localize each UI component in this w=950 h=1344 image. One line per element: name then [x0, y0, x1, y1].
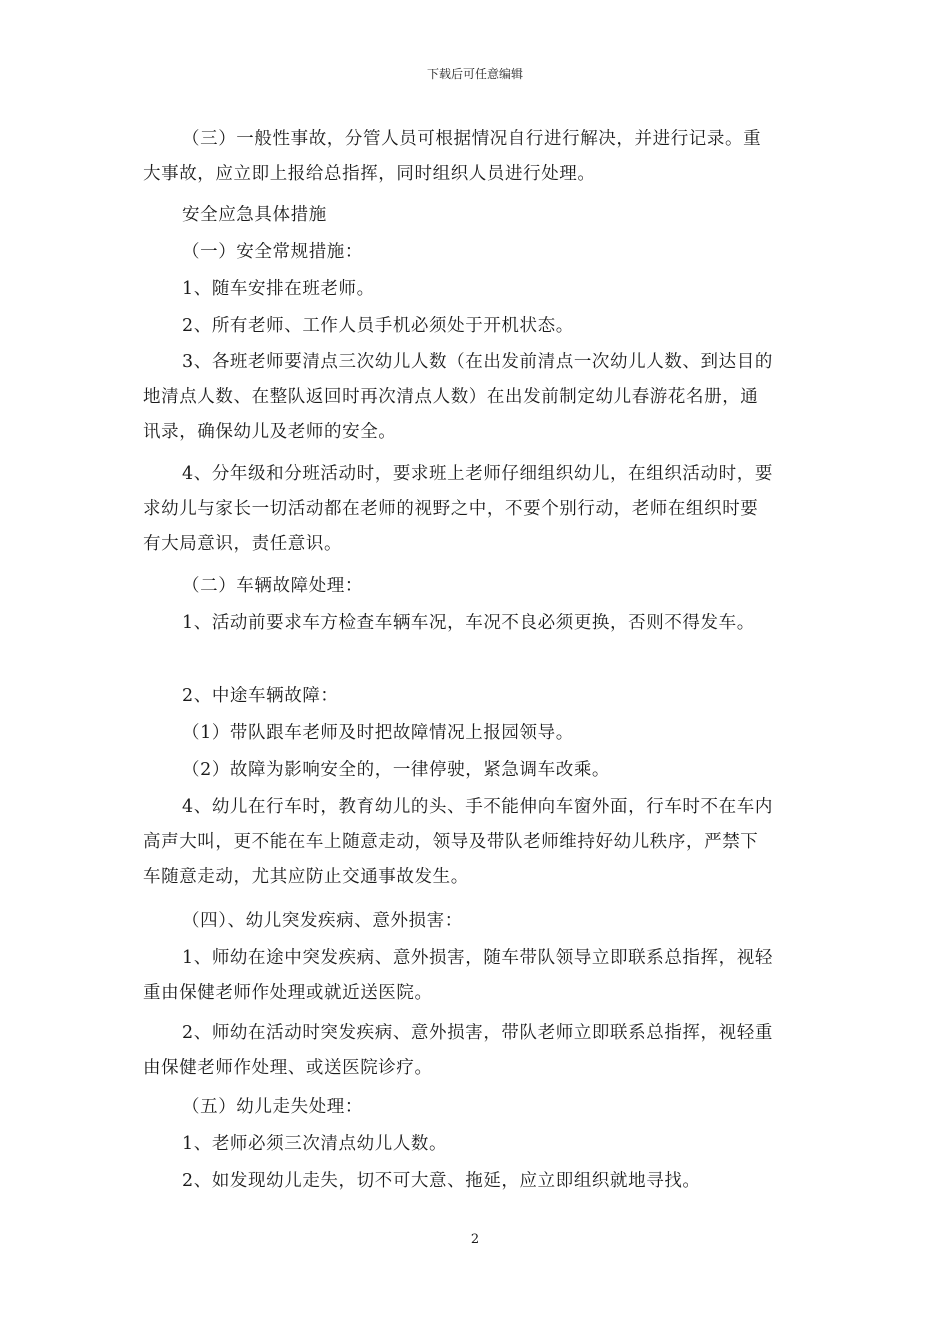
text-line: 有大局意识，责任意识。	[143, 534, 343, 554]
text-line: （2）故障为影响安全的，一律停驶，紧急调车改乘。	[182, 760, 611, 780]
subheading-vehicle-fault	[143, 569, 809, 604]
text-line: 由保健老师作处理、或送医院诊疗。	[143, 1058, 433, 1078]
text-line: 求幼儿与家长一切活动都在老师的视野之中，不要个别行动，老师在组织时要	[143, 499, 759, 519]
text-line: 车随意走动，尤其应防止交通事故发生。	[143, 867, 469, 887]
text-line: 3、各班老师要清点三次幼儿人数（在出发前清点一次幼儿人数、到达目的	[182, 352, 773, 372]
vehicle-item-1	[143, 606, 809, 641]
subheading-illness-injury	[143, 904, 809, 939]
section-heading-measures	[143, 198, 809, 233]
list-item-4	[143, 457, 809, 562]
subheading-lost-child	[143, 1090, 809, 1125]
vehicle-item-2	[143, 679, 809, 714]
lost-child-item-2	[143, 1164, 809, 1199]
list-item-2	[143, 309, 809, 344]
text-line: 讯录，确保幼儿及老师的安全。	[143, 422, 397, 442]
text-line: 2、如发现幼儿走失，切不可大意、拖延，应立即组织就地寻找。	[182, 1171, 701, 1191]
text-line: 4、分年级和分班活动时，要求班上老师仔细组织幼儿，在组织活动时，要	[182, 464, 773, 484]
text-line: 1、师幼在途中突发疾病、意外损害，随车带队领导立即联系总指挥，视轻	[182, 948, 773, 968]
text-line: （一）安全常规措施：	[182, 242, 363, 262]
paragraph-minor-incident	[143, 122, 809, 192]
illness-item-2	[143, 1016, 809, 1086]
vehicle-subitem-1	[143, 716, 809, 751]
list-item-1	[143, 272, 809, 307]
text-line: （三）一般性事故，分管人员可根据情况自行进行解决，并进行记录。重	[182, 129, 762, 149]
text-line: 地清点人数、在整队返回时再次清点人数）在出发前制定幼儿春游花名册，通	[143, 387, 759, 407]
text-line: （四）、幼儿突发疾病、意外损害：	[182, 911, 463, 931]
page-number: 2	[470, 1232, 480, 1247]
illness-item-1	[143, 941, 809, 1011]
text-line: 大事故，应立即上报给总指挥，同时组织人员进行处理。	[143, 164, 596, 184]
text-line: 1、随车安排在班老师。	[182, 279, 375, 299]
text-line: 2、师幼在活动时突发疾病、意外损害，带队老师立即联系总指挥，视轻重	[182, 1023, 773, 1043]
vehicle-subitem-2	[143, 753, 809, 788]
vehicle-item-4	[143, 790, 809, 895]
text-line: （1）带队跟车老师及时把故障情况上报园领导。	[182, 723, 574, 743]
lost-child-item-1	[143, 1127, 809, 1162]
page-header: 下载后可任意编辑	[426, 67, 523, 81]
text-line: 1、活动前要求车方检查车辆车况，车况不良必须更换，否则不得发车。	[182, 613, 755, 633]
list-item-3	[143, 345, 809, 450]
text-line: 1、老师必须三次清点幼儿人数。	[182, 1134, 448, 1154]
subheading-routine-measures	[143, 235, 809, 270]
text-line: 安全应急具体措施	[182, 205, 327, 225]
text-line: 2、中途车辆故障：	[182, 686, 339, 706]
text-line: 重由保健老师作处理或就近送医院。	[143, 983, 433, 1003]
text-line: 2、所有老师、工作人员手机必须处于开机状态。	[182, 316, 574, 336]
text-line: （五）幼儿走失处理：	[182, 1097, 363, 1117]
text-line: （二）车辆故障处理：	[182, 576, 363, 596]
text-line: 高声大叫，更不能在车上随意走动，领导及带队老师维持好幼儿秩序，严禁下	[143, 832, 759, 852]
text-line: 4、幼儿在行车时，教育幼儿的头、手不能伸向车窗外面，行车时不在车内	[182, 797, 773, 817]
